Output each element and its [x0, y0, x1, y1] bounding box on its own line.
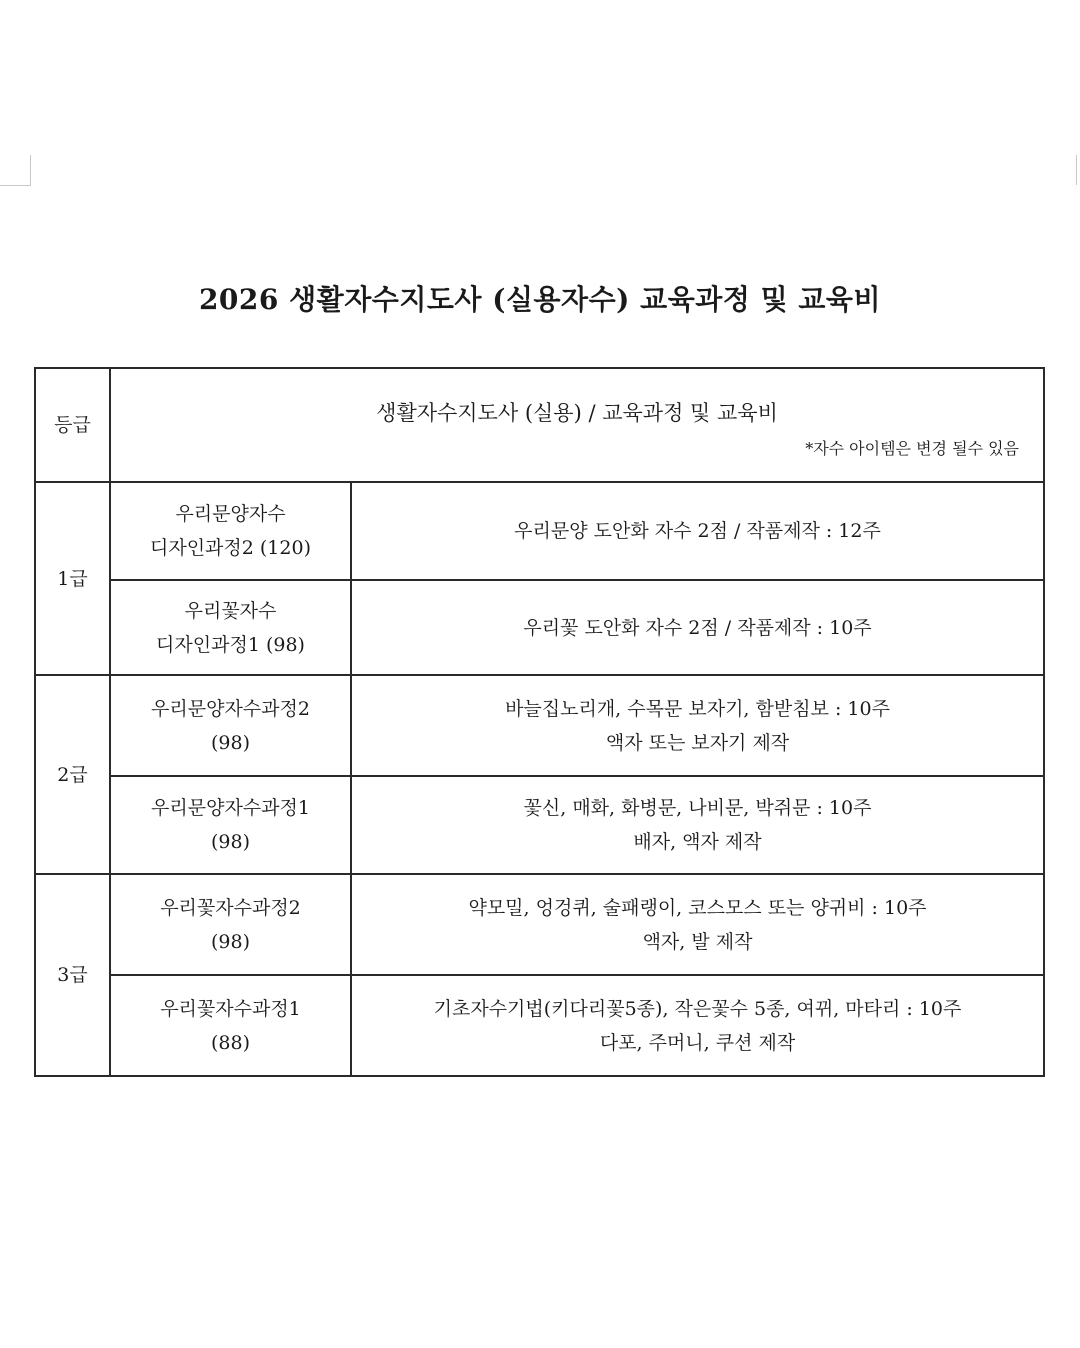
course-content-line: 우리꽃 도안화 자수 2점 / 작품제작 : 10주	[523, 616, 872, 639]
grade-header-cell: 등급	[35, 368, 110, 482]
course-name-cell	[110, 482, 351, 580]
grade-cell-1: 1급	[35, 482, 110, 675]
course-content-cell	[351, 776, 1044, 874]
course-name-line: (88)	[210, 1031, 250, 1054]
page-corner-mark-right	[1076, 155, 1080, 185]
course-content-line: 바늘집노리개, 수목문 보자기, 함받침보 : 10주	[505, 697, 890, 720]
course-content-line: 액자 또는 보자기 제작	[605, 731, 790, 754]
table-row	[35, 675, 1044, 776]
course-content-cell	[351, 874, 1044, 975]
course-fee-table	[34, 367, 1045, 1077]
course-content-line: 꽃신, 매화, 화병문, 나비문, 박쥐문 : 10주	[523, 797, 872, 819]
course-name-line: 디자인과정1 (98)	[156, 633, 305, 656]
course-name-line: 디자인과정2 (120)	[150, 537, 311, 559]
table-row	[35, 776, 1044, 874]
table-header-row	[35, 368, 1044, 482]
table-row	[35, 580, 1044, 675]
course-name-cell	[110, 975, 351, 1076]
course-name-line: 우리꽃자수과정1	[160, 997, 301, 1020]
course-name-cell	[110, 776, 351, 874]
grade-cell-3: 3급	[35, 874, 110, 1076]
course-content-line: 배자, 액자 제작	[633, 831, 762, 853]
table-row	[35, 874, 1044, 975]
course-name-cell	[110, 675, 351, 776]
course-name-line: 우리꽃자수	[184, 599, 277, 622]
course-name-line: (98)	[210, 930, 250, 953]
table-row	[35, 975, 1044, 1076]
course-content-line: 액자, 발 제작	[642, 930, 753, 953]
table-row	[35, 482, 1044, 580]
course-content-cell	[351, 482, 1044, 580]
course-name-line: (98)	[210, 731, 250, 754]
course-name-line: (98)	[210, 831, 250, 853]
course-content-cell	[351, 675, 1044, 776]
course-content-line: 다포, 주머니, 쿠션 제작	[599, 1031, 796, 1054]
course-name-line: 우리문양자수과정1	[151, 797, 310, 819]
table-header-title: 생활자수지도사 (실용) / 교육과정 및 교육비	[376, 401, 778, 425]
course-content-line: 약모밀, 엉겅퀴, 술패랭이, 코스모스 또는 양귀비 : 10주	[468, 896, 927, 919]
course-content-line: 기초자수기법(키다리꽃5종), 작은꽃수 5종, 여뀌, 마타리 : 10주	[433, 997, 962, 1020]
document-title: 2026 생활자수지도사 (실용자수) 교육과정 및 교육비	[198, 283, 882, 316]
course-content-cell	[351, 580, 1044, 675]
page-corner-mark-left	[0, 155, 31, 186]
course-name-cell	[110, 580, 351, 675]
course-name-line: 우리문양자수과정2	[151, 697, 310, 720]
grade-cell-2: 2급	[35, 675, 110, 874]
course-name-cell	[110, 874, 351, 975]
course-name-line: 우리문양자수	[175, 503, 286, 525]
course-content-line: 우리문양 도안화 자수 2점 / 작품제작 : 12주	[514, 520, 881, 542]
course-name-line: 우리꽃자수과정2	[160, 896, 301, 919]
table-header-note: *자수 아이템은 변경 될수 있음	[805, 439, 1020, 458]
main-header-cell	[110, 368, 1044, 482]
course-content-cell	[351, 975, 1044, 1076]
